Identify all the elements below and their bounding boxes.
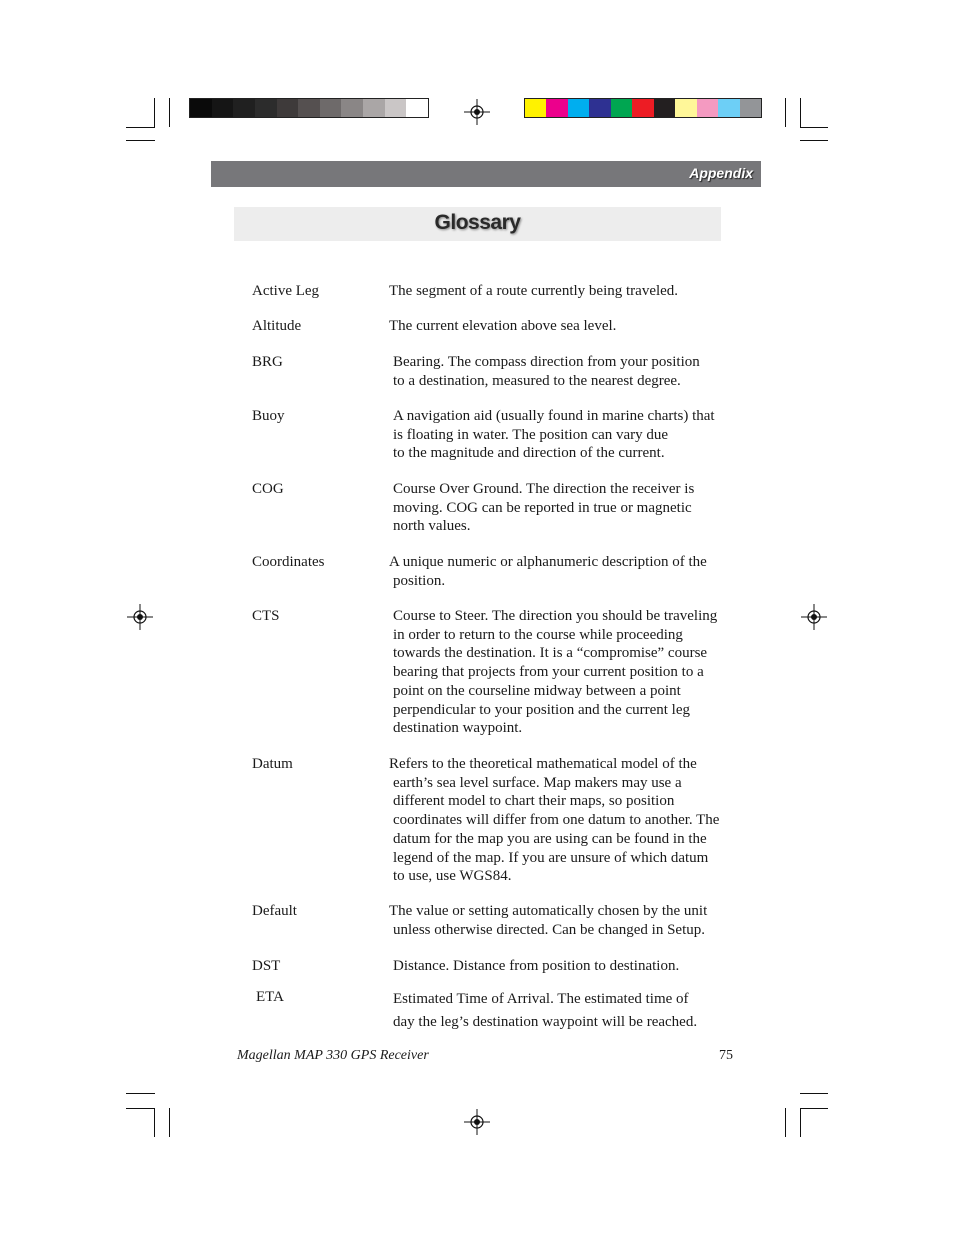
definition-line: to the magnitude and direction of the current. [393, 445, 665, 462]
registration-target-icon [464, 1109, 490, 1135]
crop-mark [800, 98, 801, 127]
definition-line: unless otherwise directed. Can be changed in Setup. [393, 921, 705, 938]
definition-line: datum for the map you are using can be found in the [393, 830, 707, 847]
crop-mark [126, 140, 155, 141]
color-swatch [363, 99, 385, 117]
page-number: 75 [719, 1048, 733, 1063]
definition-line: destination waypoint. [393, 720, 523, 737]
color-swatch [525, 99, 546, 117]
color-swatch [320, 99, 342, 117]
glossary-term: DST [252, 958, 281, 974]
glossary-term: Active Leg [252, 283, 320, 299]
color-swatch [697, 99, 718, 117]
definition-line: Bearing. The compass direction from your position [393, 354, 700, 370]
definition-line: Refers to the theoretical mathematical model of the [389, 756, 697, 772]
definition-line: north values. [393, 518, 471, 535]
color-swatch [611, 99, 632, 117]
definition-line: in order to return to the course while proceeding [393, 626, 683, 643]
glossary-definition [389, 755, 734, 886]
grayscale-color-bar [189, 98, 429, 118]
definition-line: towards the destination. It is a “compromise” course [393, 645, 708, 662]
definition-line: Course Over Ground. The direction the receiver is [393, 481, 695, 497]
title-band [234, 207, 721, 241]
crop-mark [785, 98, 786, 127]
crop-mark [800, 127, 828, 128]
glossary-term: ETA [256, 989, 284, 1005]
definition-line: Distance. Distance from position to destination. [393, 958, 680, 974]
crop-mark [785, 1108, 786, 1137]
process-color-bar [524, 98, 762, 118]
definition-line: The value or setting automatically chosen by the unit [389, 903, 708, 919]
footer-product-name: Magellan MAP 330 GPS Receiver [237, 1048, 429, 1063]
crop-mark [169, 98, 170, 127]
crop-mark [800, 1093, 828, 1094]
color-swatch [406, 99, 428, 117]
color-swatch [277, 99, 299, 117]
glossary-term: Datum [252, 756, 293, 772]
color-swatch [632, 99, 653, 117]
definition-line: different model to chart their maps, so position [393, 793, 675, 810]
definition-line: legend of the map. If you are unsure of which datum [393, 849, 709, 866]
definition-line: earth’s sea level surface. Map makers may use a [393, 774, 682, 791]
definition-line: A unique numeric or alphanumeric description of the [389, 554, 707, 570]
definition-line: to use, use WGS84. [393, 868, 512, 885]
crop-mark [126, 1093, 155, 1094]
registration-target-icon [127, 604, 153, 630]
registration-target-icon [464, 99, 490, 125]
crop-mark [800, 1108, 828, 1109]
color-swatch [385, 99, 407, 117]
definition-line: The segment of a route currently being traveled. [389, 283, 679, 299]
glossary-term: Altitude [252, 318, 302, 334]
crop-mark [154, 1108, 155, 1137]
glossary-term: BRG [252, 354, 283, 370]
color-swatch [675, 99, 696, 117]
glossary-definition [389, 902, 734, 939]
glossary-term: Coordinates [252, 554, 325, 570]
color-swatch [341, 99, 363, 117]
glossary-term: Buoy [252, 408, 285, 424]
glossary-definition [389, 282, 734, 301]
definition-line: to a destination, measured to the nearest degree. [393, 372, 681, 389]
glossary-term: Default [252, 903, 297, 919]
definition-line: coordinates will differ from one datum to another. The [393, 812, 720, 829]
crop-mark [800, 140, 828, 141]
definition-line: The current elevation above sea level. [389, 318, 617, 334]
color-swatch [740, 99, 761, 117]
page-title: Glossary [434, 211, 521, 234]
color-swatch [718, 99, 739, 117]
glossary-definition [389, 607, 734, 738]
crop-mark [126, 127, 155, 128]
glossary-definition [389, 407, 734, 463]
crop-mark [126, 1108, 155, 1109]
definition-line: perpendicular to your position and the current leg [393, 701, 690, 718]
definition-line: bearing that projects from your current position to a [393, 664, 704, 681]
color-swatch [589, 99, 610, 117]
definition-line: is floating in water. The position can vary due [393, 426, 669, 443]
color-swatch [212, 99, 234, 117]
definition-line: Course to Steer. The direction you should be traveling [393, 608, 718, 624]
color-swatch [298, 99, 320, 117]
definition-line: moving. COG can be reported in true or magnetic [393, 499, 692, 516]
glossary-definition [389, 957, 734, 976]
glossary-term: CTS [252, 608, 280, 624]
crop-mark [800, 1108, 801, 1137]
glossary-definition [389, 553, 734, 590]
definition-line: day the leg’s destination waypoint will be reached. [393, 1014, 698, 1030]
color-swatch [233, 99, 255, 117]
definition-line: A navigation aid (usually found in marine charts) that [393, 408, 715, 424]
glossary-definition [389, 988, 734, 1034]
definition-line: Estimated Time of Arrival. The estimated time of [393, 991, 689, 1007]
color-swatch [654, 99, 675, 117]
crop-mark [169, 1108, 170, 1137]
section-label: Appendix [689, 165, 753, 181]
color-swatch [255, 99, 277, 117]
color-swatch [546, 99, 567, 117]
glossary-term: COG [252, 481, 284, 497]
section-header-band [211, 161, 761, 187]
definition-line: position. [393, 572, 446, 589]
registration-target-icon [801, 604, 827, 630]
color-swatch [190, 99, 212, 117]
glossary-definition [389, 480, 734, 536]
color-swatch [568, 99, 589, 117]
glossary-definition [389, 353, 734, 390]
crop-mark [154, 98, 155, 127]
definition-line: point on the courseline midway between a point [393, 682, 681, 699]
glossary-definition [389, 317, 734, 336]
